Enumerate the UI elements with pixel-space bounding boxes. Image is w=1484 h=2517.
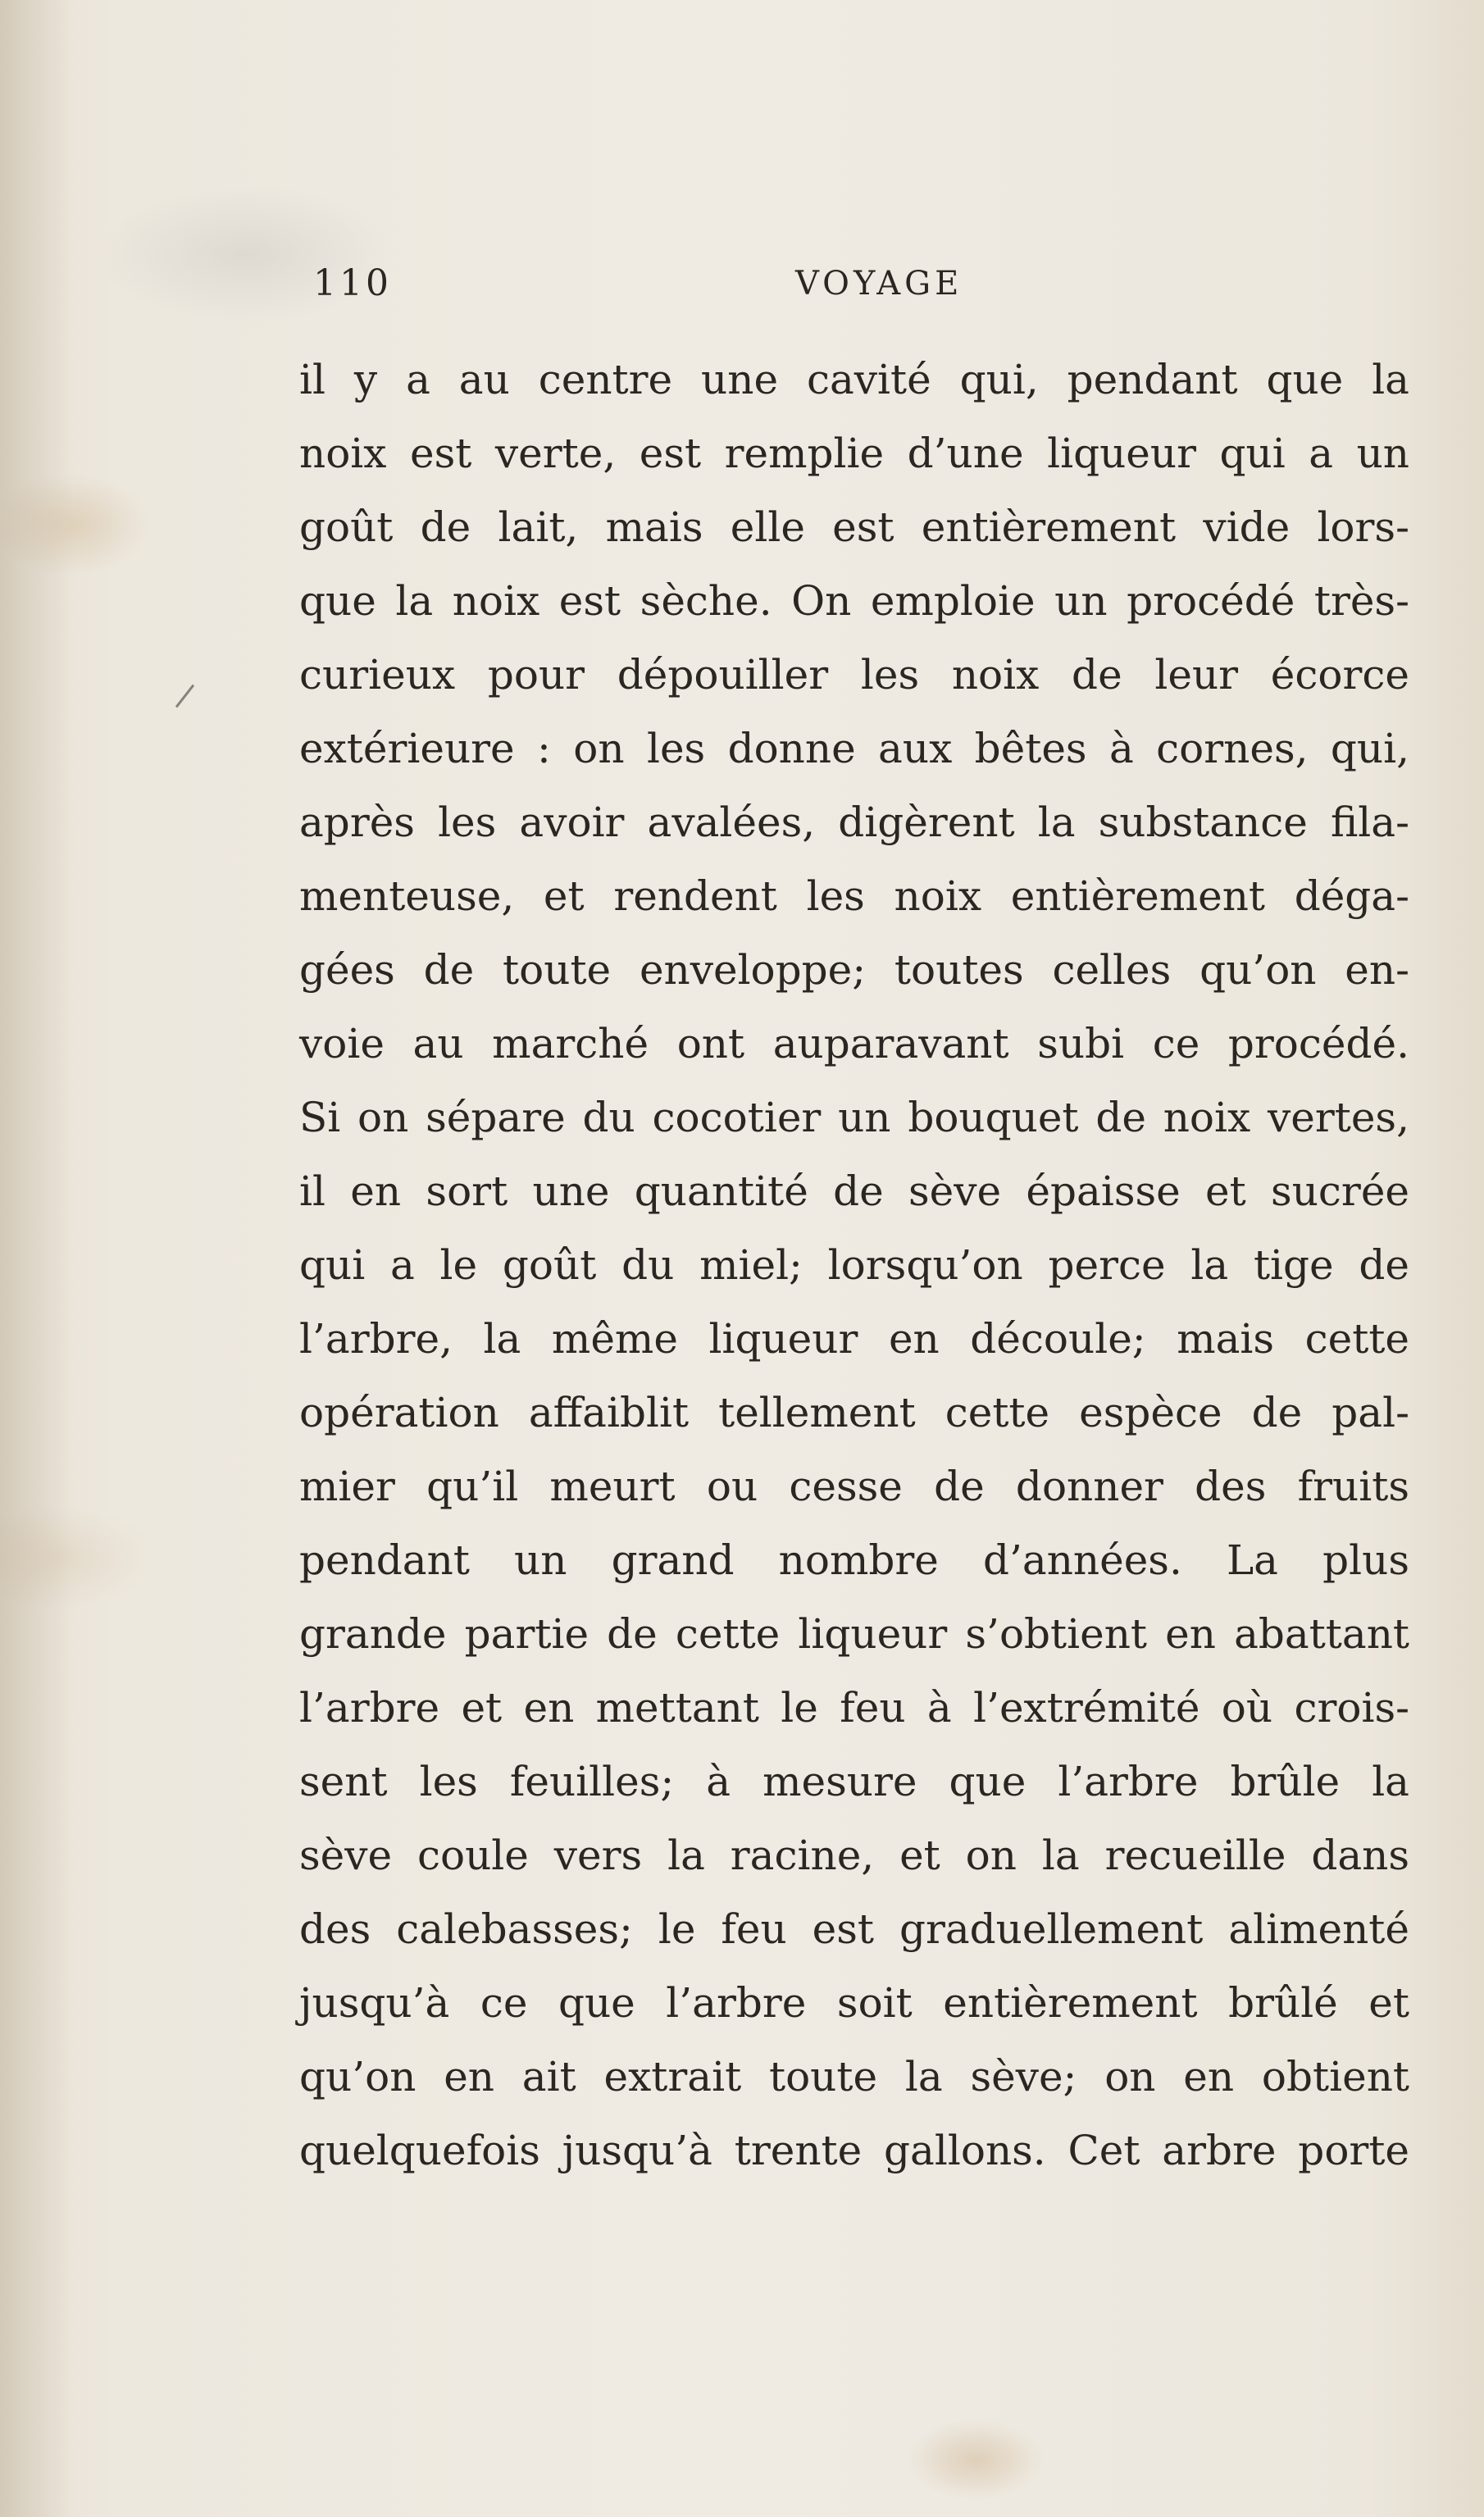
text-line: qu’on en ait extrait toute la sève; on en obtient <box>299 2053 1409 2101</box>
text-line: que la noix est sèche. On emploie un procédé très- <box>299 577 1409 625</box>
text-line: l’arbre et en mettant le feu à l’extrémité où crois- <box>299 1684 1409 1732</box>
text-line: curieux pour dépouiller les noix de leur écorce <box>299 651 1409 699</box>
text-line: il y a au centre une cavité qui, pendant que la <box>299 356 1409 403</box>
text-line: goût de lait, mais elle est entièrement vide lors- <box>299 503 1409 551</box>
body-text <box>299 343 1409 2187</box>
text-line: sent les feuilles; à mesure que l’arbre brûle la <box>299 1758 1409 1805</box>
pencil-mark <box>175 685 194 708</box>
text-line: quelquefois jusqu’à trente gallons. Cet arbre porte <box>299 2127 1409 2174</box>
text-line: Si on sépare du cocotier un bouquet de noix vertes, <box>299 1094 1409 1141</box>
text-line: grande partie de cette liqueur s’obtient en abattant <box>299 1610 1409 1658</box>
text-line: sève coule vers la racine, et on la recueille dans <box>299 1832 1409 1879</box>
text-line: pendant un grand nombre d’années. La plus <box>299 1536 1409 1584</box>
text-line: il en sort une quantité de sève épaisse et sucrée <box>299 1167 1409 1215</box>
text-line: qui a le goût du miel; lorsqu’on perce la tige de <box>299 1241 1409 1289</box>
page-number: 110 <box>313 262 392 304</box>
text-line: extérieure : on les donne aux bêtes à cornes, qui, <box>299 725 1409 772</box>
text-line: menteuse, et rendent les noix entièrement déga- <box>299 872 1409 920</box>
text-line: des calebasses; le feu est graduellement alimenté <box>299 1905 1409 1953</box>
running-head: VOYAGE <box>795 265 963 303</box>
text-line: mier qu’il meurt ou cesse de donner des fruits <box>299 1463 1409 1510</box>
text-line: gées de toute enveloppe; toutes celles qu’on en- <box>299 946 1409 994</box>
text-line: opération affaiblit tellement cette espèce de pal- <box>299 1389 1409 1436</box>
page-gutter-shadow <box>0 0 74 2517</box>
text-line: après les avoir avalées, digèrent la substance fila- <box>299 799 1409 846</box>
text-line: l’arbre, la même liqueur en découle; mais cette <box>299 1315 1409 1363</box>
text-line: noix est verte, est remplie d’une liqueur qui a un <box>299 430 1409 477</box>
text-line: jusqu’à ce que l’arbre soit entièrement brûlé et <box>299 1979 1409 2027</box>
page-header <box>303 259 1410 308</box>
text-line: voie au marché ont auparavant subi ce procédé. <box>299 1020 1409 1067</box>
